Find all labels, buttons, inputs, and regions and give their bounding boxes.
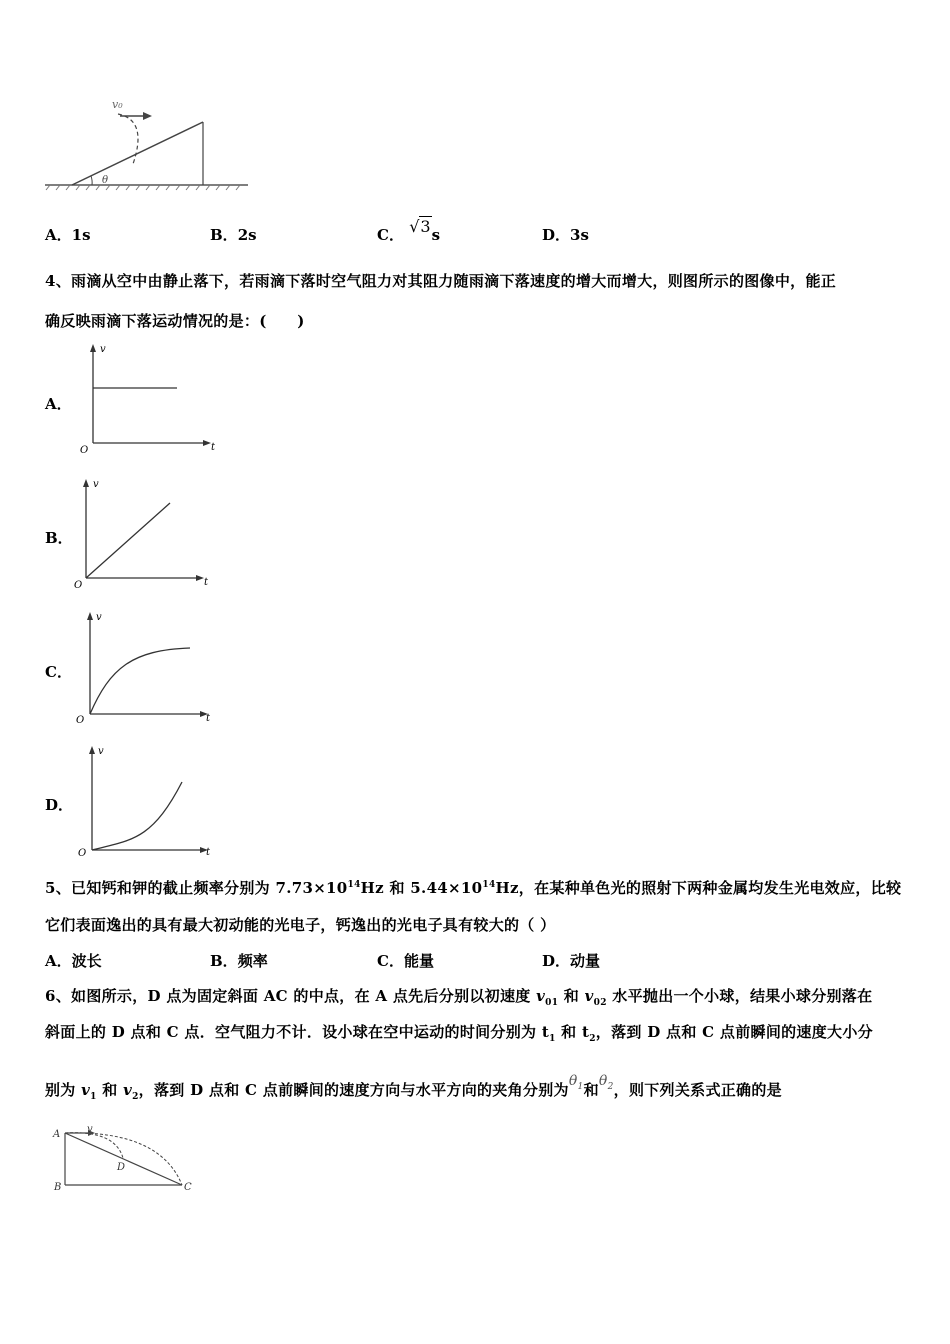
theta1-symbol: $\theta_1$ — [568, 1073, 584, 1092]
q5-option-d[interactable]: D．动量 — [542, 952, 601, 970]
q5-line2: 它们表面逸出的具有最大初动能的光电子，钙逸出的光电子具有较大的（ ） — [45, 916, 556, 934]
q4-line2: 确反映雨滴下落运动情况的是：( ) — [45, 312, 305, 330]
q4-option-b[interactable]: B． — [45, 529, 73, 547]
q6-line1: 6、如图所示，D 点为固定斜面 AC 的中点，在 A 点先后分别以初速度 $v_{01}$ 和 $v_{02}$ 水平抛出一个小球，结果小球分别落在 — [45, 987, 873, 1008]
axis-origin: O — [78, 848, 87, 857]
axis-v: v — [100, 344, 106, 355]
q4-option-c[interactable]: C． — [45, 663, 72, 681]
point-b-label: B — [54, 1182, 62, 1193]
theta2-symbol: $\theta_2$ — [598, 1073, 614, 1092]
axis-t: t — [211, 442, 216, 453]
axis-t: t — [206, 713, 211, 723]
q3-option-d[interactable]: D．3s — [542, 226, 589, 244]
point-c-label: C — [184, 1182, 192, 1193]
point-d-label: D — [117, 1162, 126, 1173]
axis-v: v — [93, 479, 99, 490]
velocity-label: v — [87, 1124, 93, 1135]
axis-v: v — [98, 746, 104, 757]
incline-figure — [40, 92, 255, 197]
v0-label: v₀ — [112, 98, 123, 111]
q3-option-b[interactable]: B．2s — [210, 226, 257, 244]
q5-option-b[interactable]: B．频率 — [210, 952, 268, 970]
q4-line1: 4、雨滴从空中由静止落下，若雨滴下落时空气阻力对其阻力随雨滴下落速度的增大而增大，则图所示的图像中，能正 — [45, 272, 837, 290]
sqrt-expression: √3 — [409, 217, 431, 236]
axis-origin: O — [80, 445, 89, 455]
q6-line2: 斜面上的 D 点和 C 点．空气阻力不计．设小球在空中运动的时间分别为 $t_1$ 和 $t_2$，落到 D 点和 C 点前瞬间的速度大小分 — [45, 1023, 873, 1044]
q4-option-a[interactable]: A． — [45, 395, 72, 413]
graph-c[interactable] — [72, 608, 217, 723]
q4-option-d[interactable]: D． — [45, 796, 74, 814]
q5-line1: 5、已知钙和钾的截止频率分别为 $7.73\times 10^{14}Hz$ 和 $5.44\times 10^{14}Hz$，在某种单色光的照射下两种金属均发生光电效应，比较 — [45, 879, 902, 897]
theta-label: θ — [102, 175, 109, 186]
projectile-figure — [50, 1120, 200, 1200]
graph-a[interactable] — [75, 340, 220, 455]
graph-b[interactable] — [70, 475, 215, 590]
axis-t: t — [204, 577, 209, 588]
q5-option-c[interactable]: C．能量 — [377, 952, 434, 970]
axis-origin: O — [76, 715, 85, 723]
q3-option-c[interactable]: C． √3s — [377, 217, 441, 244]
q3-option-a[interactable]: A．1s — [45, 226, 91, 244]
axis-t: t — [206, 847, 211, 857]
axis-origin: O — [74, 580, 83, 590]
graph-d[interactable] — [72, 742, 217, 857]
point-a-label: A — [53, 1129, 61, 1140]
q5-option-a[interactable]: A．波长 — [45, 952, 102, 970]
q6-line3: 别为 $v_1$ 和 $v_2$，落到 D 点和 C 点前瞬间的速度方向与水平方向的夹角分别为$\theta_1$和$\theta_2$，则下列关系式正确的是 — [45, 1073, 782, 1102]
axis-v: v — [96, 612, 102, 623]
